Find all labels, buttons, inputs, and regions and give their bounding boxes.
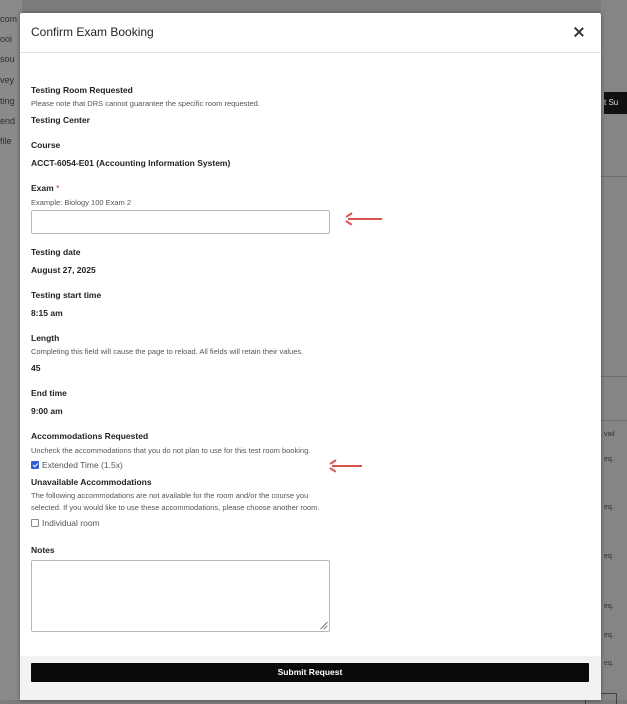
background-divider <box>601 376 627 377</box>
exam-input[interactable] <box>31 210 330 234</box>
start-time-value: 8:15 am <box>31 308 63 318</box>
start-time-label: Testing start time <box>31 290 102 300</box>
background-sidebar <box>0 0 22 700</box>
background-nav-item: end <box>0 116 16 126</box>
length-help: Completing this field will cause the page to reload. All fields will retain their values. <box>31 347 304 356</box>
header-divider <box>20 52 601 53</box>
testing-date-label: Testing date <box>31 247 81 257</box>
background-nav-item: ting <box>0 96 15 106</box>
individual-room-label[interactable]: Individual room <box>42 518 100 528</box>
extended-time-checkbox[interactable] <box>31 461 39 469</box>
course-label: Course <box>31 140 61 150</box>
background-cell-label: eq. <box>604 660 614 667</box>
notes-textarea[interactable] <box>31 560 330 632</box>
extended-time-label[interactable]: Extended Time (1.5x) <box>42 460 123 470</box>
annotation-arrow <box>330 461 362 471</box>
background-submit-button: t Su <box>604 92 627 114</box>
testing-room-help: Please note that DRS cannot guarantee the specific room requested. <box>31 99 260 108</box>
end-time-label: End time <box>31 388 67 398</box>
exam-label-text: Exam <box>31 183 54 193</box>
unavailable-help-line1: The following accommodations are not available for the room and/or the course you <box>31 491 309 500</box>
exam-help: Example: Biology 100 Exam 2 <box>31 198 132 207</box>
length-value[interactable]: 45 <box>31 363 41 373</box>
background-cell-label: eq. <box>604 632 614 639</box>
arrow-head <box>330 459 337 464</box>
arrow-head <box>346 212 353 217</box>
testing-room-value: Testing Center <box>31 115 90 125</box>
arrow-head <box>330 467 337 472</box>
background-nav-item: vey <box>0 75 15 85</box>
background-cell-label: eq. <box>604 456 614 463</box>
unavailable-help-line2: selected. If you would like to use these accommodations, please choose another room. <box>31 503 320 512</box>
background-cell-label: eq. <box>604 553 614 560</box>
required-marker: * <box>56 183 60 193</box>
background-column-label: vail <box>604 431 615 438</box>
background-nav-item: sou <box>0 54 15 64</box>
length-label: Length <box>31 333 60 343</box>
arrow-shaft <box>332 465 362 467</box>
testing-date-value: August 27, 2025 <box>31 265 96 275</box>
exam-label <box>31 183 59 193</box>
background-cell-label: eq. <box>604 603 614 610</box>
course-value: ACCT-6054-E01 (Accounting Information System) <box>31 158 231 168</box>
arrow-shaft <box>348 218 382 220</box>
close-icon[interactable] <box>573 26 585 38</box>
accommodations-help: Uncheck the accommodations that you do not plan to use for this test room booking. <box>31 446 311 455</box>
background-nav-item: com <box>0 14 18 24</box>
background-cell-label: eq. <box>604 504 614 511</box>
end-time-value: 9:00 am <box>31 406 63 416</box>
testing-room-label: Testing Room Requested <box>31 85 133 95</box>
arrow-head <box>346 220 353 225</box>
background-nav-item: ooi <box>0 34 13 44</box>
resize-grip-icon[interactable] <box>319 621 327 629</box>
annotation-arrow <box>346 214 382 224</box>
modal-title: Confirm Exam Booking <box>31 25 154 39</box>
individual-room-checkbox[interactable] <box>31 519 39 527</box>
accommodations-label: Accommodations Requested <box>31 431 149 441</box>
background-nav-item: file <box>0 136 12 146</box>
submit-request-button[interactable]: Submit Request <box>31 663 589 682</box>
background-divider <box>601 176 627 177</box>
notes-label: Notes <box>31 545 55 555</box>
background-divider <box>601 420 627 421</box>
unavailable-accommodations-label: Unavailable Accommodations <box>31 477 152 487</box>
modal-header <box>20 13 601 52</box>
confirm-exam-booking-modal <box>20 13 601 700</box>
